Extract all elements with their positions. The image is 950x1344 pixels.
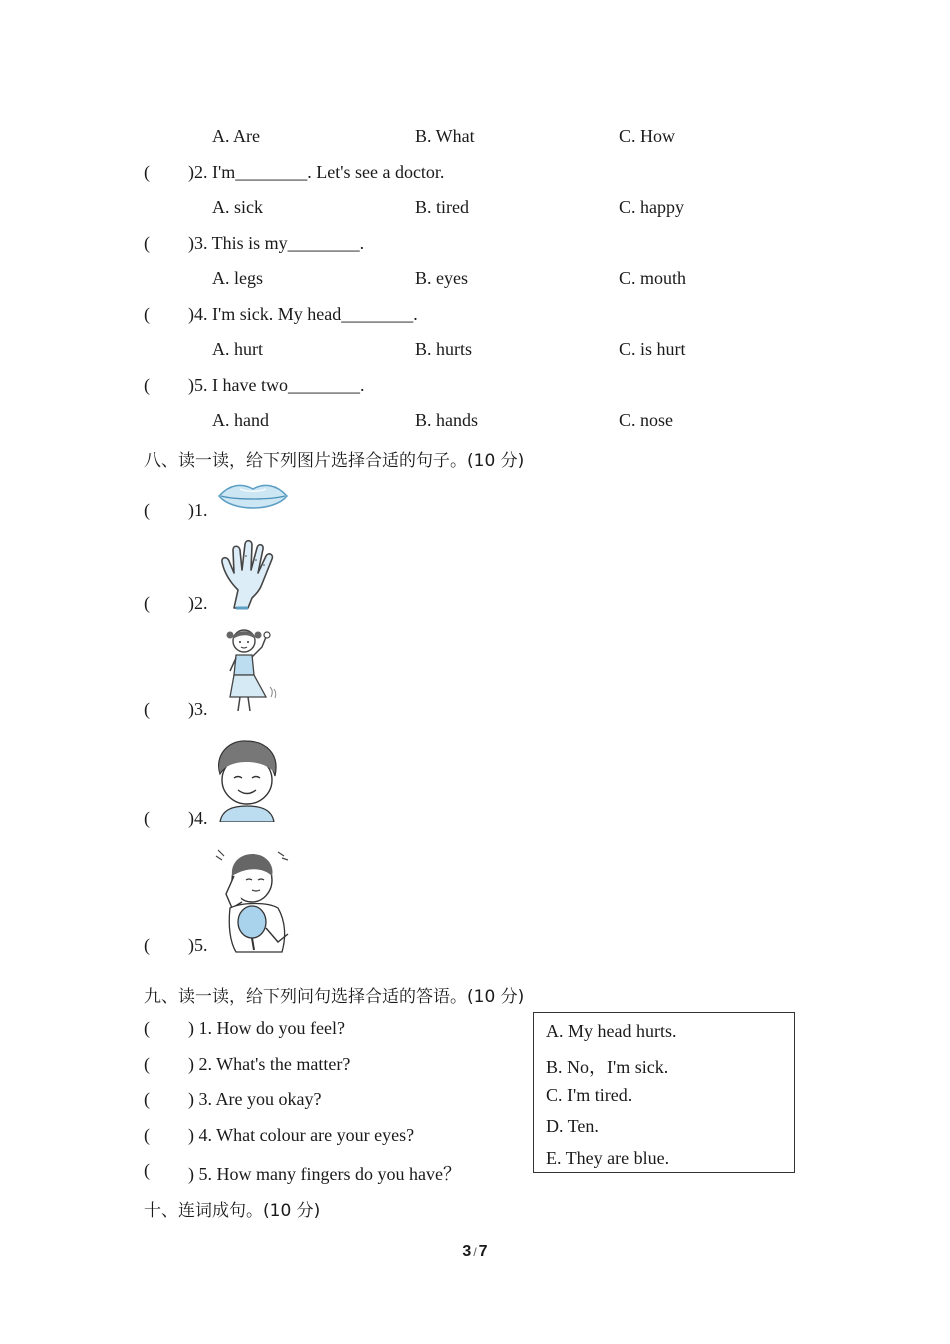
question-stem: )4. I'm sick. My head________. <box>188 304 418 324</box>
girl-waving-icon <box>220 625 280 715</box>
question-stem: )5. I have two________. <box>188 375 365 395</box>
q1-option-a: A. Are <box>212 126 260 146</box>
picture-item-label: )4. <box>188 808 208 828</box>
answer-paren: ( <box>144 162 150 182</box>
page-number <box>0 1243 950 1261</box>
option-c: C. happy <box>619 197 684 217</box>
page-separator: / <box>473 1245 477 1259</box>
option-a: A. hurt <box>212 339 263 359</box>
lips-icon <box>216 480 290 516</box>
answer-paren: ( <box>144 1089 150 1109</box>
question-text: ) 3. Are you okay? <box>188 1089 322 1109</box>
answer-paren: ( <box>144 593 150 613</box>
question-text: ) 1. How do you feel? <box>188 1018 345 1038</box>
picture-item-label: )1. <box>188 500 208 520</box>
smiling-boy-icon <box>212 738 282 822</box>
answer-paren: ( <box>144 375 150 395</box>
question-stem: )3. This is my________. <box>188 233 365 253</box>
tired-boy-icon <box>212 846 296 954</box>
option-b: B. hurts <box>415 339 473 359</box>
option-c: C. mouth <box>619 268 687 288</box>
section-8-title: 八、读一读，给下列图片选择合适的句子。(10 分) <box>144 451 525 471</box>
answer-choice: D. Ten. <box>546 1116 599 1136</box>
current-page: 3 <box>462 1243 472 1260</box>
option-a: A. hand <box>212 410 269 430</box>
option-b: B. hands <box>415 410 478 430</box>
option-b: B. eyes <box>415 268 468 288</box>
answer-paren: ( <box>144 808 150 828</box>
total-pages: 7 <box>478 1243 488 1260</box>
answer-paren: ( <box>144 1018 150 1038</box>
picture-item-label: )5. <box>188 935 208 955</box>
option-a: A. legs <box>212 268 263 288</box>
section-9-title: 九、读一读，给下列问句选择合适的答语。(10 分) <box>144 987 525 1007</box>
hand-icon <box>216 538 278 610</box>
q1-option-c: C. How <box>619 126 676 146</box>
answer-choice: C. I'm tired. <box>546 1085 633 1105</box>
answer-choice: E. They are blue. <box>546 1148 670 1168</box>
answer-paren: ( <box>144 1054 150 1074</box>
answer-paren: ( <box>144 1160 150 1180</box>
picture-item-label: )2. <box>188 593 208 613</box>
option-c: C. is hurt <box>619 339 686 359</box>
answer-choice: B. No，I'm sick. <box>546 1057 669 1077</box>
answer-paren: ( <box>144 233 150 253</box>
answer-choice: A. My head hurts. <box>546 1021 677 1041</box>
question-stem: )2. I'm________. Let's see a doctor. <box>188 162 445 182</box>
answer-paren: ( <box>144 935 150 955</box>
picture-item-label: )3. <box>188 699 208 719</box>
answer-choices-box <box>533 1012 795 1173</box>
answer-paren: ( <box>144 500 150 520</box>
question-text: ) 2. What's the matter? <box>188 1054 351 1074</box>
option-a: A. sick <box>212 197 263 217</box>
answer-paren: ( <box>144 1125 150 1145</box>
q1-option-b: B. What <box>415 126 475 146</box>
option-b: B. tired <box>415 197 469 217</box>
question-text: ) 5. How many fingers do you have？ <box>188 1164 461 1184</box>
section-10-title: 十、连词成句。(10 分) <box>144 1201 321 1221</box>
option-c: C. nose <box>619 410 673 430</box>
answer-paren: ( <box>144 699 150 719</box>
question-text: ) 4. What colour are your eyes? <box>188 1125 415 1145</box>
answer-paren: ( <box>144 304 150 324</box>
